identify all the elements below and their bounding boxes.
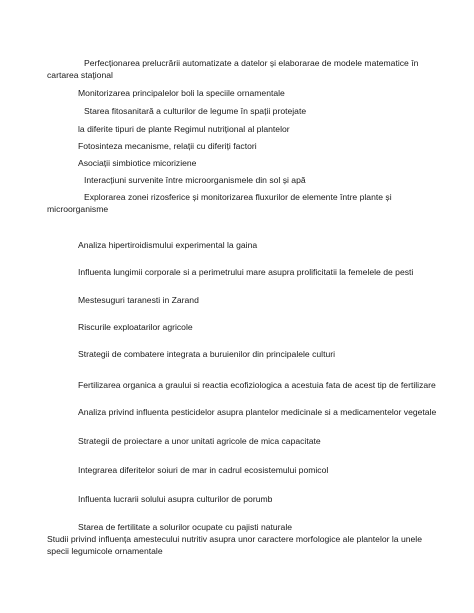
text-line: Influenta lungimii corporale si a perimetrului mare asupra prolificitatii la femelele de pesti (78, 267, 414, 277)
text-line: la diferite tipuri de plante Regimul nutrițional al plantelor (78, 124, 290, 134)
text-line: Analiza hipertiroidismului experimental la gaina (78, 240, 258, 250)
text-line: Mestesuguri taranesti in Zarand (78, 295, 199, 305)
text-line: Asociații simbiotice micoriziene (78, 158, 197, 168)
text-line: Fotosinteza mecanisme, relații cu diferiți factori (78, 141, 257, 151)
text-line: Integrarea diferitelor soiuri de mar in cadrul ecosistemului pomicol (78, 465, 329, 475)
text-line: Riscurile exploatarilor agricole (78, 322, 193, 332)
text-line: Fertilizarea organica a graului si reactia ecofiziologica a acestuia fata de acest tip de fertilizare (78, 380, 436, 390)
text-line: Studii privind influența amestecului nutritiv asupra unor caractere morfologice ale plantelor la unele (47, 534, 422, 544)
text-line: Strategii de proiectare a unor unitati agricole de mica capacitate (78, 436, 321, 446)
text-line: Interacțiuni survenite între microorganismele din sol și apă (84, 175, 306, 185)
text-line: Strategii de combatere integrata a buruienilor din principalele culturi (78, 349, 336, 359)
text-line: Starea fitosanitară a culturilor de legume în spații protejate (84, 106, 307, 116)
text-line: Starea de fertilitate a solurilor ocupate cu pajisti naturale (78, 522, 293, 532)
text-line: Monitorizarea principalelor boli la speciile ornamentale (78, 88, 285, 98)
text-line: Explorarea zonei rizosferice și monitorizarea fluxurilor de elemente între plante și (84, 192, 392, 202)
text-line: Perfecționarea prelucrării automatizate a datelor și elaborarae de modele matematice în (84, 58, 419, 68)
text-line: cartarea staţional (47, 70, 113, 80)
text-line: Influenta lucrarii solului asupra culturilor de porumb (78, 494, 273, 504)
text-line: specii legumicole ornamentale (47, 546, 163, 556)
text-line: Analiza privind influenta pesticidelor asupra plantelor medicinale si a medicamentelor vegetale (78, 407, 437, 417)
text-line: microorganisme (47, 204, 109, 214)
